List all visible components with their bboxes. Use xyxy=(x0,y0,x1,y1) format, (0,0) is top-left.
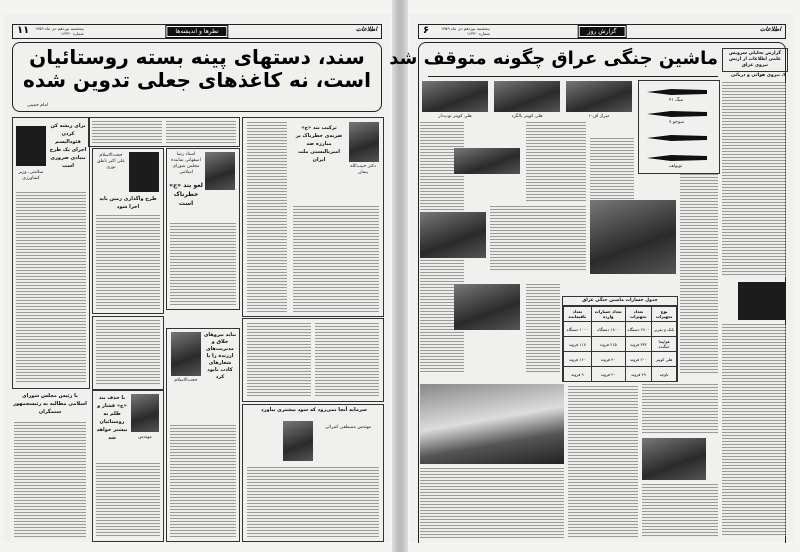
headline-line-2: است، نه کاغذهای جعلی تدوین شده xyxy=(23,68,371,92)
article-subhead: با رئیس مجلس شورای اسلامی مطالبه به رئیسجمهور ستمگران xyxy=(13,393,87,415)
sidebar-title: گزارش تحلیلی سرویس علمی اطلاعات از ارتش نیروی عراق xyxy=(729,51,781,68)
newspaper-logo: اطلاعات xyxy=(759,26,781,33)
article-subhead: ترکیب بند «ج» ضربه‌ی خطرناک بر مبارزه ضد امپریالیستی ملت ایران xyxy=(295,125,343,163)
photo-caption: دکتر حبیب‌الله پیمان xyxy=(350,164,376,175)
newspaper-logo: اطلاعات xyxy=(355,26,377,33)
headline: ماشین جنگی عراق چگونه متوقف شد xyxy=(389,48,718,69)
column-header: تعداد خسارات وارده xyxy=(591,307,625,322)
photo-caption: هلی کوپتر بالگرد xyxy=(511,114,543,119)
table-cell: ۱۸۰۰ دستگاه xyxy=(591,322,625,337)
photo-caption: حجت‌الاسلام xyxy=(174,378,198,383)
section-label: گزارش روز xyxy=(579,26,626,37)
helicopter-photo xyxy=(494,81,560,112)
article-katiraei xyxy=(242,404,384,542)
article-subhead: نباید نیروهای خلاق و مدیریت‌های ارزنده را با شعارهای کاذب نابود کرد xyxy=(203,332,237,380)
issue-date: پنجشنبه نوزدهم دی ماه ۱۳۵۹ شماره ۱۶۳۳۰ xyxy=(441,26,490,36)
jet-silhouette xyxy=(647,109,707,119)
issue-date: پنجشنبه نوزدهم دی ماه ۱۳۵۹ شماره ۱۶۳۳۰ xyxy=(35,26,84,36)
article-esfahani xyxy=(166,148,240,310)
jet-silhouette xyxy=(647,153,707,163)
aircraft-silhouettes xyxy=(638,80,720,174)
article-subhead: طرح واگذاری زمین باید اجرا شود xyxy=(99,196,157,210)
left-newspaper-page xyxy=(4,14,390,542)
table-row xyxy=(564,337,677,352)
portrait-photo xyxy=(283,421,313,461)
divider xyxy=(428,76,718,77)
article-photo xyxy=(454,284,520,330)
table-cell: تانک و نفربر xyxy=(652,322,677,337)
table-cell: ناوچه xyxy=(652,367,677,382)
table-header-row xyxy=(564,307,677,322)
table-cell: ۱۰۰۰ دستگاه xyxy=(564,322,592,337)
article-text-block xyxy=(92,316,164,390)
article-column-text xyxy=(242,318,384,402)
table-cell: ۴۰ فروند xyxy=(591,352,625,367)
table-cell: هلی کوپتر xyxy=(652,352,677,367)
table-row xyxy=(564,322,677,337)
article-cleric xyxy=(166,328,240,542)
photo-caption: حجت‌الاسلام علی اکبر ناطق نوری xyxy=(97,153,125,170)
helicopter-photo xyxy=(422,81,488,112)
article-subhead: با حذف بند «ج» فشار و ظلم به روستائیان بیشتر خواهد شد xyxy=(96,395,128,441)
portrait-photo xyxy=(171,332,201,376)
column-header: تعداد تجهیزات xyxy=(625,307,652,322)
silhouette-caption: توپولف xyxy=(669,164,683,169)
table-cell: ۱۶۰ فروند xyxy=(564,352,592,367)
article-photo xyxy=(642,438,706,480)
headline-line-1: سند، دستهای پینه بسته روستائیان xyxy=(29,45,365,69)
losses-table xyxy=(563,306,677,382)
sidebar-title-box xyxy=(722,48,788,72)
page-fold xyxy=(392,0,408,552)
page-number: ۱۱ xyxy=(17,25,30,36)
table-row xyxy=(564,352,677,367)
article-farmers xyxy=(92,390,164,542)
jet-silhouette xyxy=(647,87,707,97)
photo-caption: مهندس xyxy=(138,435,152,440)
table-cell: ۱۱۷ فروند xyxy=(564,337,592,352)
jet-silhouette xyxy=(647,133,707,143)
page-number: ۶ xyxy=(423,25,430,36)
table-cell: ۹ فروند xyxy=(564,367,592,382)
table-cell: ۲۹ فروند xyxy=(625,367,652,382)
portrait-photo xyxy=(131,394,159,432)
photo-caption: استاد رضا اصفهانی نماینده مجلس شورای اسلامی xyxy=(171,152,201,175)
table-cell: هواپیما جنگنده xyxy=(652,337,677,352)
table-cell: ۲۸۰۰ دستگاه xyxy=(625,322,652,337)
photo-caption: هلی کوپتر توپ‌دار xyxy=(438,114,472,119)
aircraft-wreck-photo xyxy=(590,200,676,274)
section-label: نظرها و اندیشه‌ها xyxy=(166,26,227,37)
article-intro xyxy=(88,117,240,147)
table-cell: ۲۰ فروند xyxy=(591,367,625,382)
article-subhead: لغو بند «ج» خطرناک است xyxy=(169,182,203,207)
photo-caption: سلامتی، وزیر کشاورزی xyxy=(18,170,44,181)
article-subhead: برای ریشه کن کردن فئودالیسم اجرای یک طرح بنیادی ضروری است xyxy=(49,123,87,169)
table-cell: ۲۱۵ فروند xyxy=(591,337,625,352)
article-photo xyxy=(454,148,520,174)
photo-caption: مهندس مصطفی کتیرائی xyxy=(324,425,372,430)
portrait-photo xyxy=(349,122,379,162)
article-subhead: سرمایه آنجا نمی‌رود که سود بیشتری بیاورد xyxy=(261,407,367,413)
photo-caption: میراژ اف-۱ xyxy=(588,114,610,119)
article-nateq-nouri xyxy=(92,148,164,314)
table-title: جدول خسارات ماشین جنگی عراق xyxy=(563,297,677,306)
article-salamati xyxy=(12,117,90,389)
article-majlis xyxy=(12,392,88,540)
article-photo xyxy=(420,212,486,258)
headline-attribution: امام خمینی xyxy=(27,103,49,108)
mirage-photo xyxy=(566,81,632,112)
column-header: نوع تجهیزات xyxy=(652,307,677,322)
silhouette-caption: سوخو ۷ xyxy=(669,120,685,125)
article-peyman xyxy=(242,117,384,317)
table-cell: ۲۰۰ فروند xyxy=(625,352,652,367)
silhouette-caption: میگ ۲۱ xyxy=(669,98,684,103)
page-header xyxy=(418,24,786,39)
downed-aircraft-photo xyxy=(420,384,564,464)
sidebar-photo xyxy=(738,282,786,320)
table-row xyxy=(564,367,677,382)
sidebar-subhead: ۲. نیروی هوائی و دریائی xyxy=(730,73,786,78)
column-header: تعداد باقیمانده xyxy=(564,307,592,322)
losses-table-box xyxy=(562,296,678,382)
table-cell: ۳۳۲ فروند xyxy=(625,337,652,352)
right-newspaper-page xyxy=(389,14,794,542)
page-header xyxy=(12,24,382,39)
portrait-photo xyxy=(129,152,159,192)
portrait-photo xyxy=(16,126,46,166)
headline-box xyxy=(12,42,382,112)
portrait-photo xyxy=(205,152,235,190)
